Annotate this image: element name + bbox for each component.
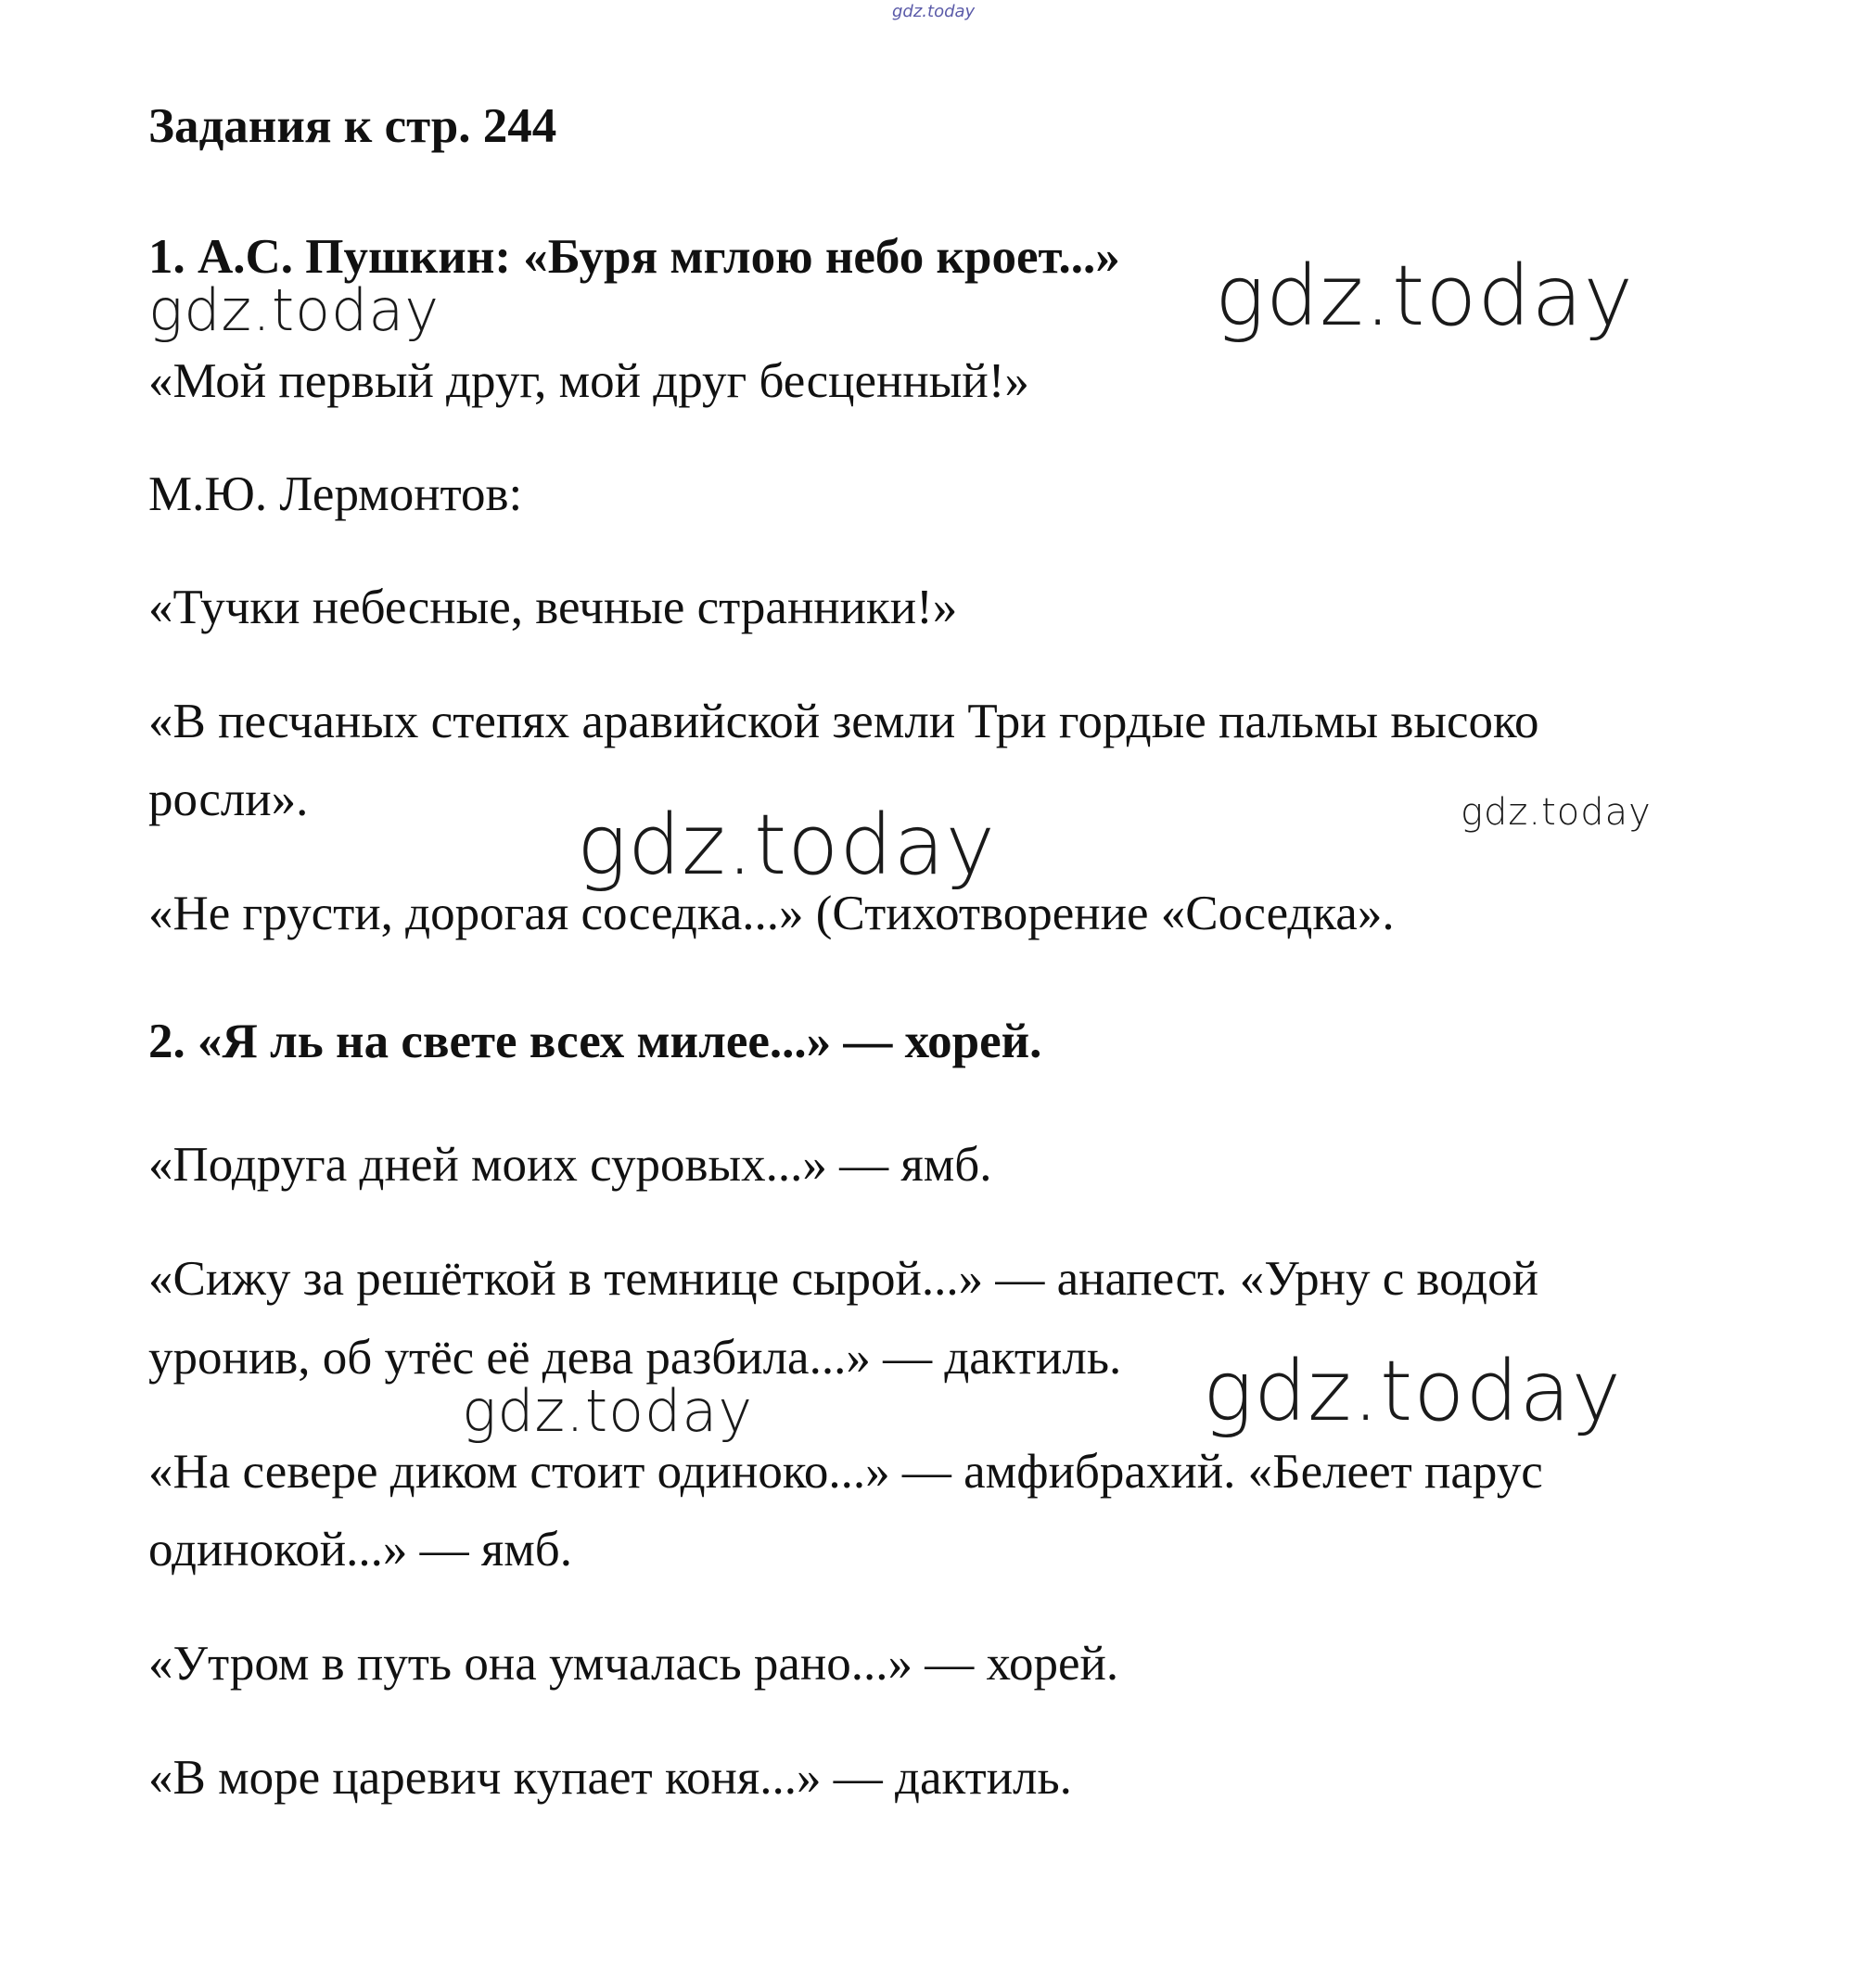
text-line: одинокой...» — ямб. bbox=[148, 1523, 572, 1577]
text-line: «Мой первый друг, мой друг бесценный!» bbox=[148, 354, 1029, 408]
text-line: «В песчаных степях аравийской земли Три гордые пальмы высоко bbox=[148, 695, 1539, 748]
task-2-title: 2. «Я ль на свете всех милее...» — хорей. bbox=[148, 1015, 1042, 1068]
text-line: «Утром в путь она умчалась рано...» — хорей. bbox=[148, 1637, 1119, 1691]
watermark: gdz.today bbox=[1461, 791, 1652, 834]
text-line: росли». bbox=[148, 772, 309, 826]
page-heading: Задания к стр. 244 bbox=[148, 99, 557, 153]
text-line: «В море царевич купает коня...» — дактиль. bbox=[148, 1751, 1072, 1805]
text-line: «На севере диком стоит одиноко...» — амфибрахий. «Белеет парус bbox=[148, 1445, 1543, 1499]
text-line: уронив, об утёс её дева разбила...» — дактиль. bbox=[148, 1331, 1122, 1385]
watermark-top: gdz.today bbox=[892, 2, 976, 21]
watermark: gdz.today bbox=[148, 276, 440, 344]
author-line: М.Ю. Лермонтов: bbox=[148, 467, 523, 521]
watermark: gdz.today bbox=[1203, 1343, 1622, 1440]
text-line: «Сижу за решёткой в темнице сырой...» — анапест. «Урну с водой bbox=[148, 1252, 1538, 1306]
watermark: gdz.today bbox=[1215, 248, 1634, 345]
text-line: «Не грусти, дорогая соседка...» (Стихотворение «Соседка». bbox=[148, 887, 1395, 940]
text-line: «Подруга дней моих суровых...» — ямб. bbox=[148, 1138, 992, 1192]
task-1-title: 1. А.С. Пушкин: «Буря мглою небо кроет...» bbox=[148, 230, 1120, 284]
watermark: gdz.today bbox=[462, 1377, 754, 1445]
watermark: gdz.today bbox=[577, 797, 996, 894]
text-line: «Тучки небесные, вечные странники!» bbox=[148, 581, 958, 634]
